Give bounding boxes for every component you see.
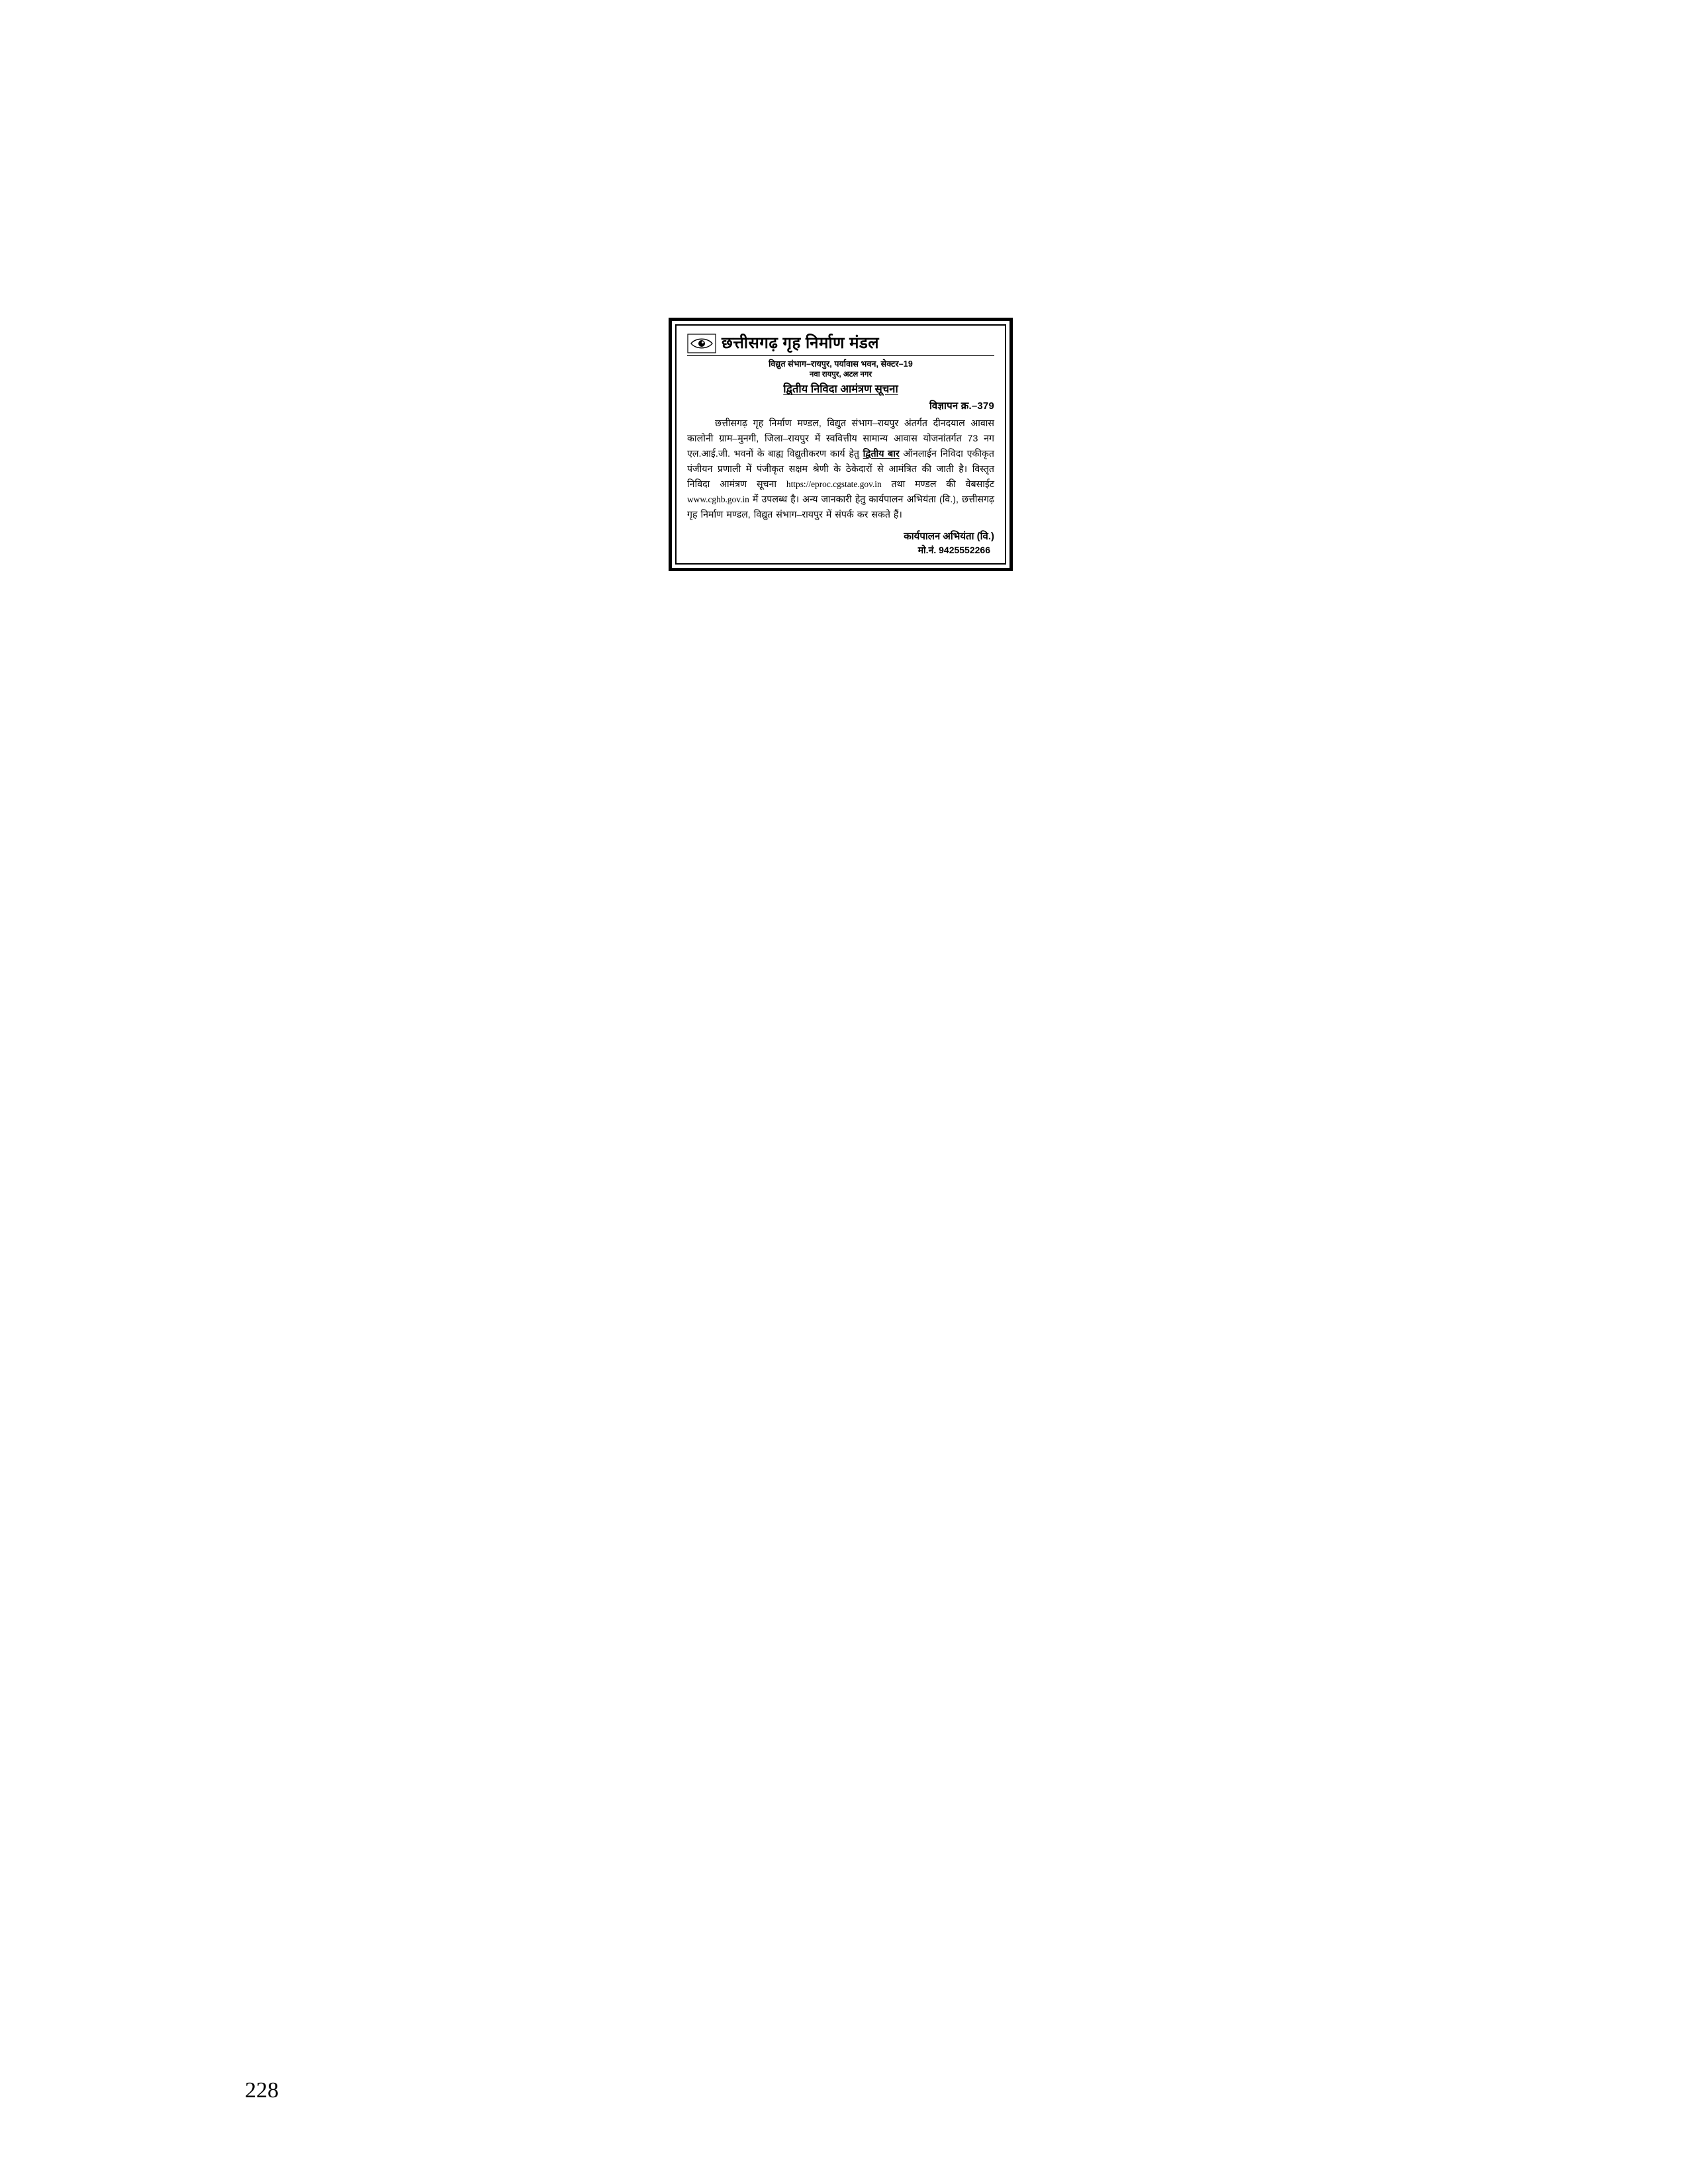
body-segment-5: में उपलब्ध है। अन्य जानकारी हेतु कार्यपालन अभियंता (वि.), छत्तीसगढ़ गृह निर्माण मण्डल, विद्युत संभाग–रायपुर में संपर्क कर सकते हैं। [687, 494, 994, 520]
page-number: 228 [245, 2078, 279, 2103]
address-line-1: विद्युत संभाग–रायपुर, पर्यावास भवन, सेक्टर–19 [769, 359, 913, 369]
signatory-designation: कार्यपालन अभियंता (वि.) [904, 530, 994, 542]
address-line-2: नवा रायपुर, अटल नगर [809, 370, 872, 379]
body-segment-1: छत्तीसगढ़ गृह निर्माण मण्डल, विद्युत संभाग–रायपुर अंतर्गत दीनदयाल आवास कालोनी ग्राम–मुनगी, जिला–रायपुर में स्ववित्तीय सामान्य आवास योजनांतर्गत 73 नग एल.आई.जी. भवनों के बाह्य विद्युतीकरण कार्य हेतु [687, 418, 994, 459]
tender-advertisement [669, 318, 1013, 571]
eye-emblem-icon [687, 334, 716, 353]
ad-inner-border [675, 324, 1006, 565]
body-segment-4: तथा मण्डल की वेबसाईट [881, 478, 994, 490]
body-segment-3: ऑनलाईन निविदा एकीकृत पंजीयन प्रणाली में पंजीकृत सक्षम श्रेणी के ठेकेदारों से आमंत्रित की जाती है। विस्तृत निविदा आमंत्रण सूचना [687, 448, 995, 490]
advertisement-number: विज्ञापन क्र.–379 [929, 400, 994, 412]
cghb-website-url[interactable]: www.cghb.gov.in [687, 494, 749, 504]
ad-header [687, 334, 994, 353]
notice-body [687, 416, 994, 523]
notice-title: द्वितीय निविदा आमंत्रण सूचना [783, 383, 898, 396]
organization-name: छत्तीसगढ़ गृह निर्माण मंडल [722, 334, 880, 352]
ad-outer-border [669, 318, 1013, 571]
header-divider [687, 355, 994, 356]
eprocurement-url[interactable]: https://eproc.cgstate.gov.in [786, 478, 882, 489]
contact-phone: मो.नं. 9425552266 [917, 544, 990, 555]
body-emphasis-second-time: द्वितीय बार [863, 448, 900, 459]
